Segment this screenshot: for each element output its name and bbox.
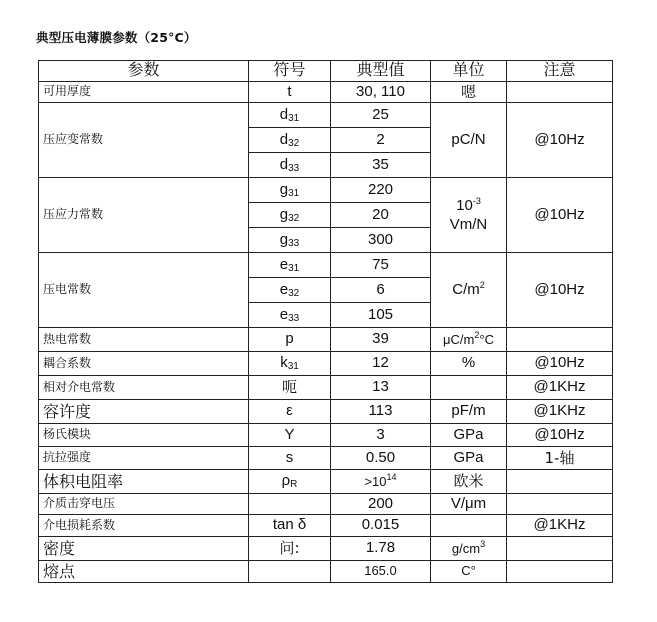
page-title: 典型压电薄膜参数（25°C） [36, 30, 197, 45]
note-cell: @1KHz [507, 400, 613, 424]
unit-cell: GPa [431, 424, 507, 447]
symbol-cell: $g_{33}$ [249, 228, 331, 253]
parameter-table [38, 60, 613, 583]
value-cell: 35 [331, 153, 431, 178]
table-row [39, 328, 613, 352]
param-cell: 可用厚度 [39, 82, 249, 103]
table-row [39, 352, 613, 376]
param-cell: 热电常数 [39, 328, 249, 352]
table-row [39, 103, 613, 128]
header-value: 典型值 [331, 61, 431, 82]
note-cell: @1KHz [507, 515, 613, 537]
unit-cell [431, 376, 507, 400]
param-cell: 压应力常数 [39, 178, 249, 253]
note-cell: @10Hz [507, 424, 613, 447]
table-row [39, 253, 613, 278]
symbol-cell: $\rho_R$ [249, 470, 331, 494]
symbol-cell: $g_{32}$ [249, 203, 331, 228]
symbol-cell: 问: [249, 537, 331, 561]
value-cell: $>10^{14}$ [331, 470, 431, 494]
note-cell [507, 494, 613, 515]
unit-cell: $10^{-3}$ Vm/N [431, 178, 507, 253]
param-cell: 抗拉强度 [39, 447, 249, 470]
note-cell [507, 328, 613, 352]
value-cell: 6 [331, 278, 431, 303]
note-cell [507, 537, 613, 561]
value-cell: 20 [331, 203, 431, 228]
param-cell: 压电常数 [39, 253, 249, 328]
symbol-cell: $d_{32}$ [249, 128, 331, 153]
value-cell: 30, 110 [331, 82, 431, 103]
symbol-cell: t [249, 82, 331, 103]
symbol-cell: $e_{31}$ [249, 253, 331, 278]
note-cell [507, 561, 613, 583]
symbol-cell [249, 494, 331, 515]
symbol-cell: s [249, 447, 331, 470]
symbol-cell: $e_{33}$ [249, 303, 331, 328]
value-cell: 0.50 [331, 447, 431, 470]
unit-cell: $\mu C/m^2^\circ C$ [431, 328, 507, 352]
table-row [39, 515, 613, 537]
table-row [39, 178, 613, 203]
param-cell: 杨氏模块 [39, 424, 249, 447]
symbol-cell: $d_{33}$ [249, 153, 331, 178]
table-row [39, 537, 613, 561]
value-cell: 39 [331, 328, 431, 352]
unit-cell: $g/cm^3$ [431, 537, 507, 561]
note-cell [507, 470, 613, 494]
param-cell: 容许度 [39, 400, 249, 424]
unit-cell [431, 515, 507, 537]
unit-cell: pF/m [431, 400, 507, 424]
value-cell: 1.78 [331, 537, 431, 561]
symbol-cell: ε [249, 400, 331, 424]
symbol-cell: $g_{31}$ [249, 178, 331, 203]
table-row [39, 447, 613, 470]
unit-cell: V/μm [431, 494, 507, 515]
value-cell: 75 [331, 253, 431, 278]
table-row [39, 82, 613, 103]
param-cell: 熔点 [39, 561, 249, 583]
param-cell: 密度 [39, 537, 249, 561]
symbol-cell: $d_{31}$ [249, 103, 331, 128]
header-note: 注意 [507, 61, 613, 82]
unit-cell: % [431, 352, 507, 376]
value-cell: 300 [331, 228, 431, 253]
param-cell: 压应变常数 [39, 103, 249, 178]
symbol-cell: $k_{31}$ [249, 352, 331, 376]
param-cell: 相对介电常数 [39, 376, 249, 400]
value-cell: 25 [331, 103, 431, 128]
value-cell: 105 [331, 303, 431, 328]
symbol-cell [249, 561, 331, 583]
header-unit: 单位 [431, 61, 507, 82]
unit-cell: 欧米 [431, 470, 507, 494]
value-cell: 13 [331, 376, 431, 400]
note-cell: @10Hz [507, 178, 613, 253]
table-row [39, 470, 613, 494]
table-row [39, 561, 613, 583]
value-cell: 12 [331, 352, 431, 376]
note-cell: @10Hz [507, 103, 613, 178]
unit-cell: GPa [431, 447, 507, 470]
table-row [39, 424, 613, 447]
symbol-cell: Y [249, 424, 331, 447]
table-row [39, 400, 613, 424]
param-cell: 耦合系数 [39, 352, 249, 376]
note-cell [507, 82, 613, 103]
table-row [39, 376, 613, 400]
note-cell: @10Hz [507, 253, 613, 328]
value-cell: 113 [331, 400, 431, 424]
unit-cell: C° [431, 561, 507, 583]
value-cell: 3 [331, 424, 431, 447]
value-cell: 2 [331, 128, 431, 153]
symbol-cell: $e_{32}$ [249, 278, 331, 303]
note-cell: @10Hz [507, 352, 613, 376]
note-cell: 1-轴 [507, 447, 613, 470]
symbol-cell: tan δ [249, 515, 331, 537]
value-cell: 0.015 [331, 515, 431, 537]
param-cell: 体积电阻率 [39, 470, 249, 494]
value-cell: 165.0 [331, 561, 431, 583]
value-cell: 200 [331, 494, 431, 515]
param-cell: 介电损耗系数 [39, 515, 249, 537]
value-cell: 220 [331, 178, 431, 203]
unit-cell: $C/m^2$ [431, 253, 507, 328]
table-row [39, 494, 613, 515]
header-row [39, 61, 613, 82]
note-cell: @1KHz [507, 376, 613, 400]
unit-cell: pC/N [431, 103, 507, 178]
unit-cell: 嗯 [431, 82, 507, 103]
header-param: 参数 [39, 61, 249, 82]
symbol-cell: p [249, 328, 331, 352]
symbol-cell: 呃 [249, 376, 331, 400]
param-cell: 介质击穿电压 [39, 494, 249, 515]
header-symbol: 符号 [249, 61, 331, 82]
